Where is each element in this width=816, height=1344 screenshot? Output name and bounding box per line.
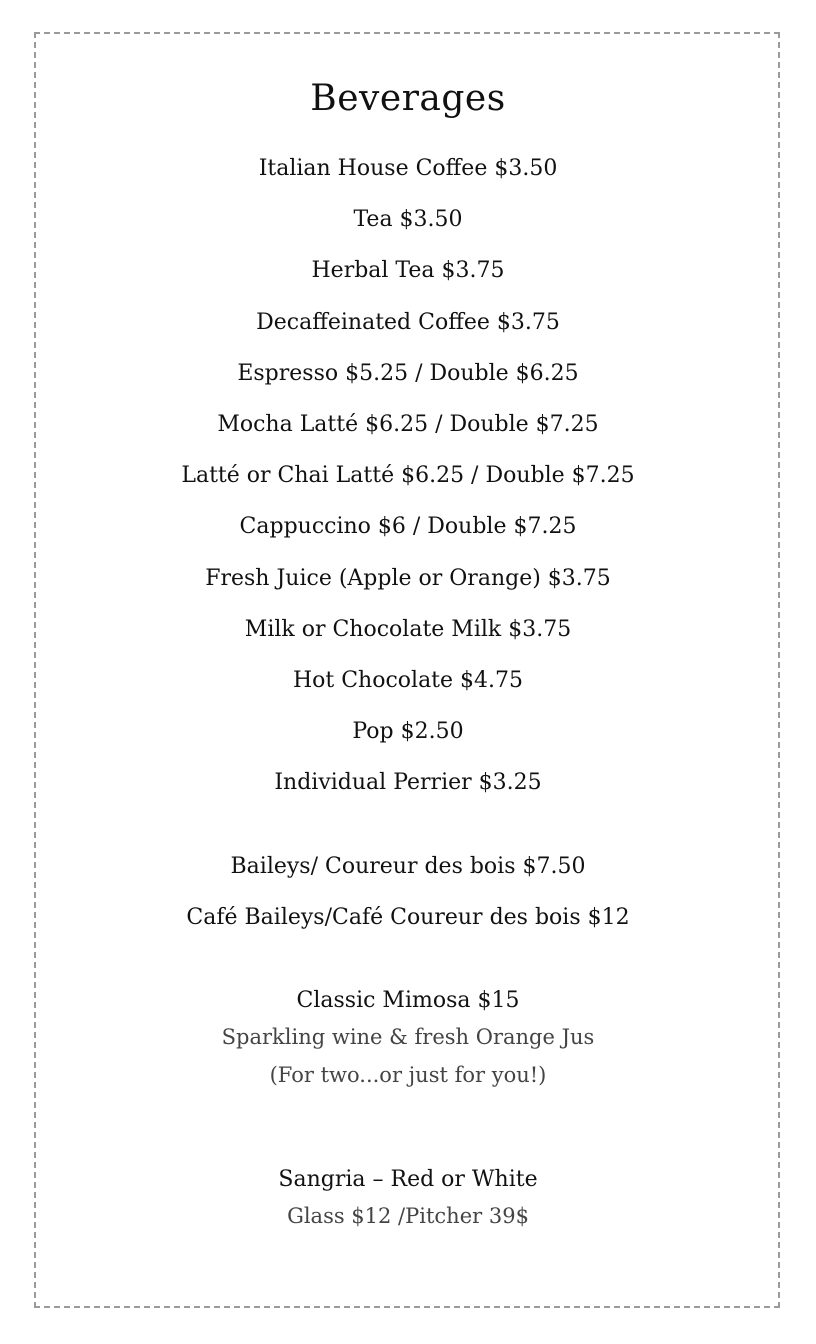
menu-item: Cappuccino $6 / Double $7.25 <box>239 514 577 540</box>
menu-item: Individual Perrier $3.25 <box>274 770 542 796</box>
menu-item: Italian House Coffee $3.50 <box>258 156 558 181</box>
menu-item: Milk or Chocolate Milk $3.75 <box>244 616 572 642</box>
menu-item: Hot Chocolate $4.75 <box>292 667 524 693</box>
mimosa-name: Classic Mimosa $15 <box>296 988 520 1013</box>
beverage-list <box>0 152 816 817</box>
sangria-name: Sangria – Red or White <box>278 1167 538 1192</box>
menu-item: Fresh Juice (Apple or Orange) $3.75 <box>205 565 611 591</box>
menu-item: Pop $2.50 <box>352 719 464 745</box>
menu-item: Herbal Tea $3.75 <box>311 258 505 284</box>
menu-item: Baileys/ Coureur des bois $7.50 <box>230 854 586 879</box>
menu-item: Latté or Chai Latté $6.25 / Double $7.25 <box>181 463 635 489</box>
menu-title: Beverages <box>310 78 506 119</box>
menu-item: Decaffeinated Coffee $3.75 <box>256 309 560 335</box>
menu-item: Café Baileys/Café Coureur des bois $12 <box>186 905 630 930</box>
menu-item: Espresso $5.25 / Double $6.25 <box>237 360 579 386</box>
mimosa-description: Sparkling wine & fresh Orange Jus <box>221 1025 595 1049</box>
liqueur-list <box>0 850 816 952</box>
menu-item: Tea $3.50 <box>353 207 463 233</box>
sangria-section <box>0 1163 816 1235</box>
mimosa-note: (For two...or just for you!) <box>269 1063 547 1087</box>
sangria-price: Glass $12 /Pitcher 39$ <box>287 1204 529 1228</box>
menu-item: Mocha Latté $6.25 / Double $7.25 <box>217 411 599 437</box>
mimosa-section <box>0 984 816 1094</box>
